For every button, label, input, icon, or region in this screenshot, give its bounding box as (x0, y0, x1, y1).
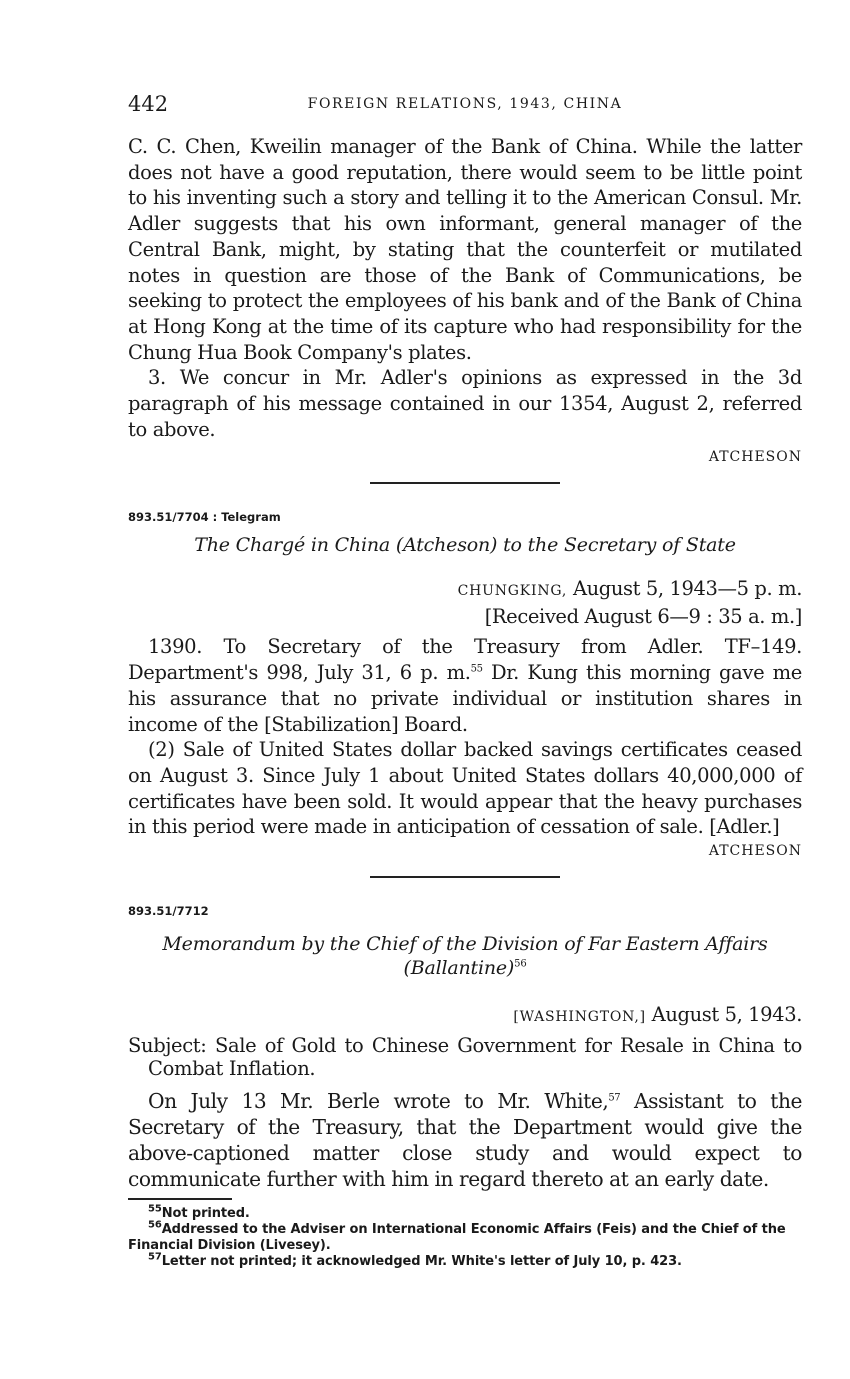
running-header (128, 92, 802, 122)
dateline-washington (128, 1002, 802, 1030)
footnote-divider (128, 1198, 232, 1200)
dateline-chungking (128, 576, 802, 604)
footnote-mark-57: 57 (148, 1251, 162, 1263)
memo-title-ballantine: (Ballantine) (403, 957, 515, 980)
footnote-55 (128, 1203, 802, 1222)
memo-title-line-1: Memorandum by the Chief of the Division of Far Eastern Affairs (162, 933, 768, 956)
signature-atcheson-2: ATCHESON (708, 843, 802, 860)
footnote-mark-56: 56 (148, 1219, 162, 1231)
document-title-telegram: The Chargé in China (Atcheson) to the Secretary of State (194, 534, 736, 557)
place-chungking: CHUNGKING, (457, 583, 568, 600)
memo-text-b: Assistant to the Secretary of the Treasury, that the Department would give the above-captioned matter close study and would expect to communicate further with him in regard thereto at an early date. (128, 1089, 802, 1192)
footnote-mark-55: 55 (148, 1203, 162, 1215)
received-line: [Received August 6—9 : 35 a. m.] (484, 605, 802, 629)
memo-title-line-2 (128, 956, 802, 980)
footnotes (128, 1203, 802, 1270)
telegram-paragraph-1 (128, 634, 802, 737)
running-title: FOREIGN RELATIONS, 1943, CHINA (307, 96, 623, 112)
section-divider-2 (370, 876, 560, 878)
place-washington: [WASHINGTON,] (513, 1009, 646, 1026)
file-number-7712: 893.51/7712 (128, 904, 209, 919)
telegram-text-b: Dr. Kung this morning gave me his assurance that no private individual or institution shares in income of the [Stabilization] Board. (128, 661, 802, 736)
footnote-56 (128, 1219, 802, 1254)
file-number-7704: 893.51/7704 : Telegram (128, 510, 281, 525)
paragraph-continued: C. C. Chen, Kweilin manager of the Bank of China. While the latter does not have a good reputation, there would seem to be little point to his inventing such a story and telling it to the American Consul. Mr. Adler suggests that his own informant, general manager of the Central Bank, might, by stating that the counterfeit or mutilated notes in question are those of the Bank of Communications, be seeking to protect the employees of his bank and of the Bank of China at Hong Kong at the time of its capture who had responsibility for the Chung Hua Book Company's plates. (128, 135, 802, 364)
telegram-text-a: 1390. To Secretary of the Treasury from Adler. TF–149. Department's 998, July 31, 6 p. m. (128, 635, 802, 685)
footnote-ref-55: 55 (470, 663, 483, 675)
memo-subject: Subject: Sale of Gold to Chinese Government for Resale in China to Combat Inflation. (128, 1034, 802, 1081)
telegram-paragraph-2: (2) Sale of United States dollar backed savings certificates ceased on August 3. Since July 1 about United States dollars 40,000,000 of certificates have been sold. It would appear that the heavy purchases in this period were made in anticipation of cessation of sale. [Adler.] (128, 738, 802, 839)
signature-atcheson-1: ATCHESON (708, 449, 802, 466)
paragraph-3: 3. We concur in Mr. Adler's opinions as expressed in the 3d paragraph of his message contained in our 1354, August 2, referred to above. (128, 366, 802, 441)
date-chungking: August 5, 1943—5 p. m. (567, 577, 802, 601)
footnote-ref-57: 57 (608, 1092, 621, 1104)
footnote-ref-56: 56 (514, 958, 527, 970)
footnote-text-55: Not printed. (161, 1206, 250, 1222)
footnote-text-56: Addressed to the Adviser on International Economic Affairs (Feis) and the Chief of the Financial Division (Livesey). (128, 1222, 786, 1254)
footnote-text-57: Letter not printed; it acknowledged Mr. White's letter of July 10, p. 423. (161, 1254, 682, 1270)
memo-paragraph-1 (128, 1088, 802, 1192)
page-number: 442 (128, 92, 169, 116)
page (128, 92, 802, 1270)
date-washington: August 5, 1943. (645, 1003, 802, 1027)
memo-text-a: On July 13 Mr. Berle wrote to Mr. White, (148, 1089, 609, 1114)
document-title-memorandum (128, 932, 802, 980)
footnote-57 (128, 1251, 802, 1270)
section-divider-1 (370, 482, 560, 484)
